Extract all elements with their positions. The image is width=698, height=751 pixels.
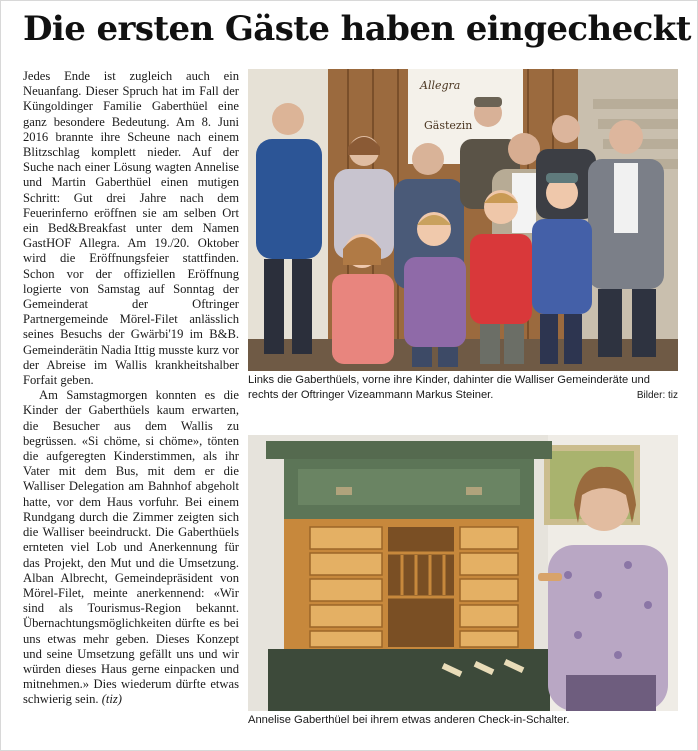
group-photo-image (248, 69, 678, 371)
photo-credit: Bilder: tiz (636, 390, 678, 401)
group-photo (248, 69, 678, 371)
article-paragraph-2 (23, 388, 239, 707)
checkin-desk-photo-image (248, 435, 678, 711)
byline: (tiz) (101, 692, 122, 707)
banner-subtitle-text: Gästezin (424, 119, 473, 132)
photo2-caption: Annelise Gaberthüel bei ihrem etwas anderen Check-in-Schalter. (248, 714, 570, 726)
banner-logo-text: Allegra (420, 79, 461, 92)
article-paragraph-1: Jedes Ende ist zugleich auch ein Neuanfang. Dieser Spruch hat im Fall der Küngoldinger Familie Gaberthüel eine ganz besondere Bedeutung. Am 8. Juni 2016 brannte ihre Scheune nach einem Blitzschlag komplett nieder. Auf der Suche nach einer Lösung wagten Annelise und Martin Gaberthüel einen mutigen Schritt: Gut drei Jahre nach dem Feuerinferno eröffnen sie am selben Ort ein Bed&Breakfast unter dem Namen GastHOF Allegra. Am 19./20. Oktober wird die Eröffnungsfeier stattfinden. Schon vor der offiziellen Eröffnung logierte von Samstag auf Sonntag der Gemeinderat der Oftringer Partnergemeinde Mörel-Filet anlässlich seines Besuchs der Gwärbi'19 im B&B. Gemeinderätin Nadia Ittig musste kurz vor der Abreise im Wallis krankheitshalber Forfait geben. (23, 69, 239, 388)
article-body (23, 69, 239, 708)
photo1-caption (248, 373, 678, 403)
article-paragraph-2-text: Am Samstagmorgen konnten es die Kinder der Gaberthüels kaum erwarten, die Besucher aus dem Wallis zu begrüssen. «Si chöme, si chöme», tönten die aufgeregten Kinderstimmen, als ihr Vater mit dem Bus, mit dem er die Walliser Delegation am Bahnhof abgeholt hatte, vor dem Haus vorfuhr. Bei einem Rundgang durch die Zimmer zeigten sich die Walliser beeindruckt. Die Gaberthüels ernteten viel Lob und Anerkennung für das Projekt, den Mut und die Umsetzung. Alban Albrecht, Gemeindepräsident von Mörel-Filet, meinte anerkennend: «Wir sind als Tourismus-Region bekannt. Übernachtungsmöglichkeiten dürfte es bei uns etwas mehr geben. Dieses Konzept und seine Umsetzung gefällt uns und wir würden dieses Haus gerne einpacken und mitnehmen.» Dies wiederum dürfte etwas schwierig sein. (23, 388, 239, 707)
secretary-desk (266, 441, 552, 711)
checkin-desk-photo (248, 435, 678, 711)
headline: Die ersten Gäste haben eingecheckt (23, 9, 691, 49)
photo1-caption-text: Links die Gaberthüels, vorne ihre Kinder, dahinter die Walliser Gemeinderäte und rechts der Oftringer Vizeammann Markus Steiner. (248, 374, 650, 401)
